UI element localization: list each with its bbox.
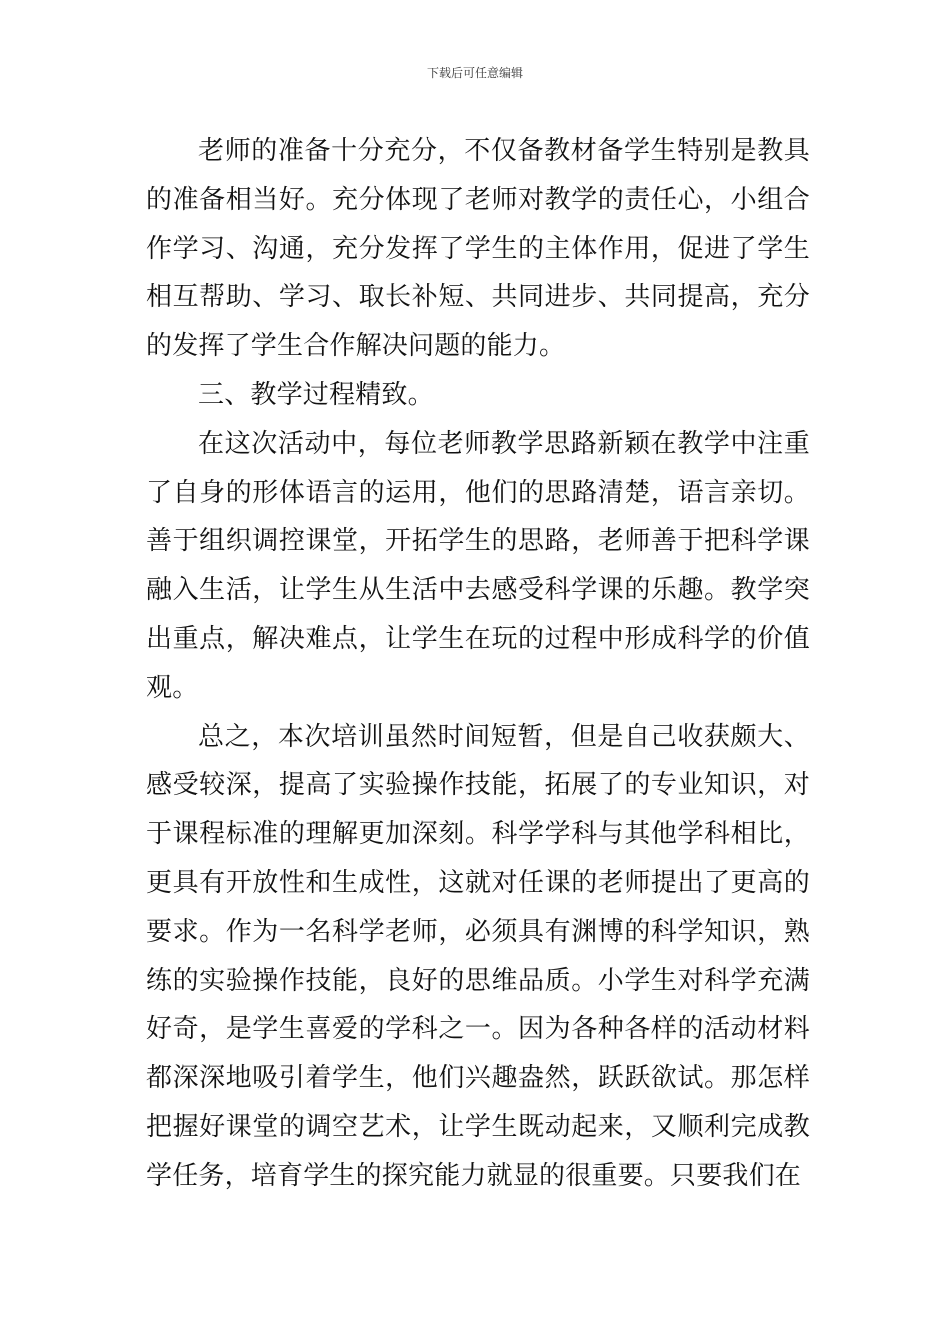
section-heading-teaching-process: 三、教学过程精致。	[198, 379, 434, 410]
document-body	[146, 127, 810, 1201]
paragraph-summary: 总之，本次培训虽然时间短暂，但是自己收获颇大、感受较深，提高了实验操作技能，拓展了的专业知识，对于课程标准的理解更加深刻。科学学科与其他学科相比，更具有开放性和生成性，这就对任课的老师提出了更高的要求。作为一名科学老师，必须具有渊博的科学知识，熟练的实验操作技能，良好的思维品质。小学生对科学充满好奇，是学生喜爱的学科之一。因为各种各样的活动材料都深深地吸引着学生，他们兴趣盎然，跃跃欲试。那怎样把握好课堂的调空艺术，让学生既动起来，又顺利完成教学任务，培育学生的探究能力就显的很重要。只要我们在	[146, 721, 810, 1191]
paragraph-teaching-approach: 在这次活动中，每位老师教学思路新颖在教学中注重了自身的形体语言的运用，他们的思路清楚，语言亲切。善于组织调控课堂，开拓学生的思路，老师善于把科学课融入生活，让学生从生活中去感受科学课的乐趣。教学突出重点，解决难点，让学生在玩的过程中形成科学的价值观。	[146, 428, 810, 703]
page-header: 下载后可任意编辑	[426, 66, 523, 80]
paragraph-teacher-preparation: 老师的准备十分充分，不仅备教材备学生特别是教具的准备相当好。充分体现了老师对教学的责任心，小组合作学习、沟通，充分发挥了学生的主体作用，促进了学生相互帮助、学习、取长补短、共同进步、共同提高，充分的发挥了学生合作解决问题的能力。	[146, 136, 810, 362]
